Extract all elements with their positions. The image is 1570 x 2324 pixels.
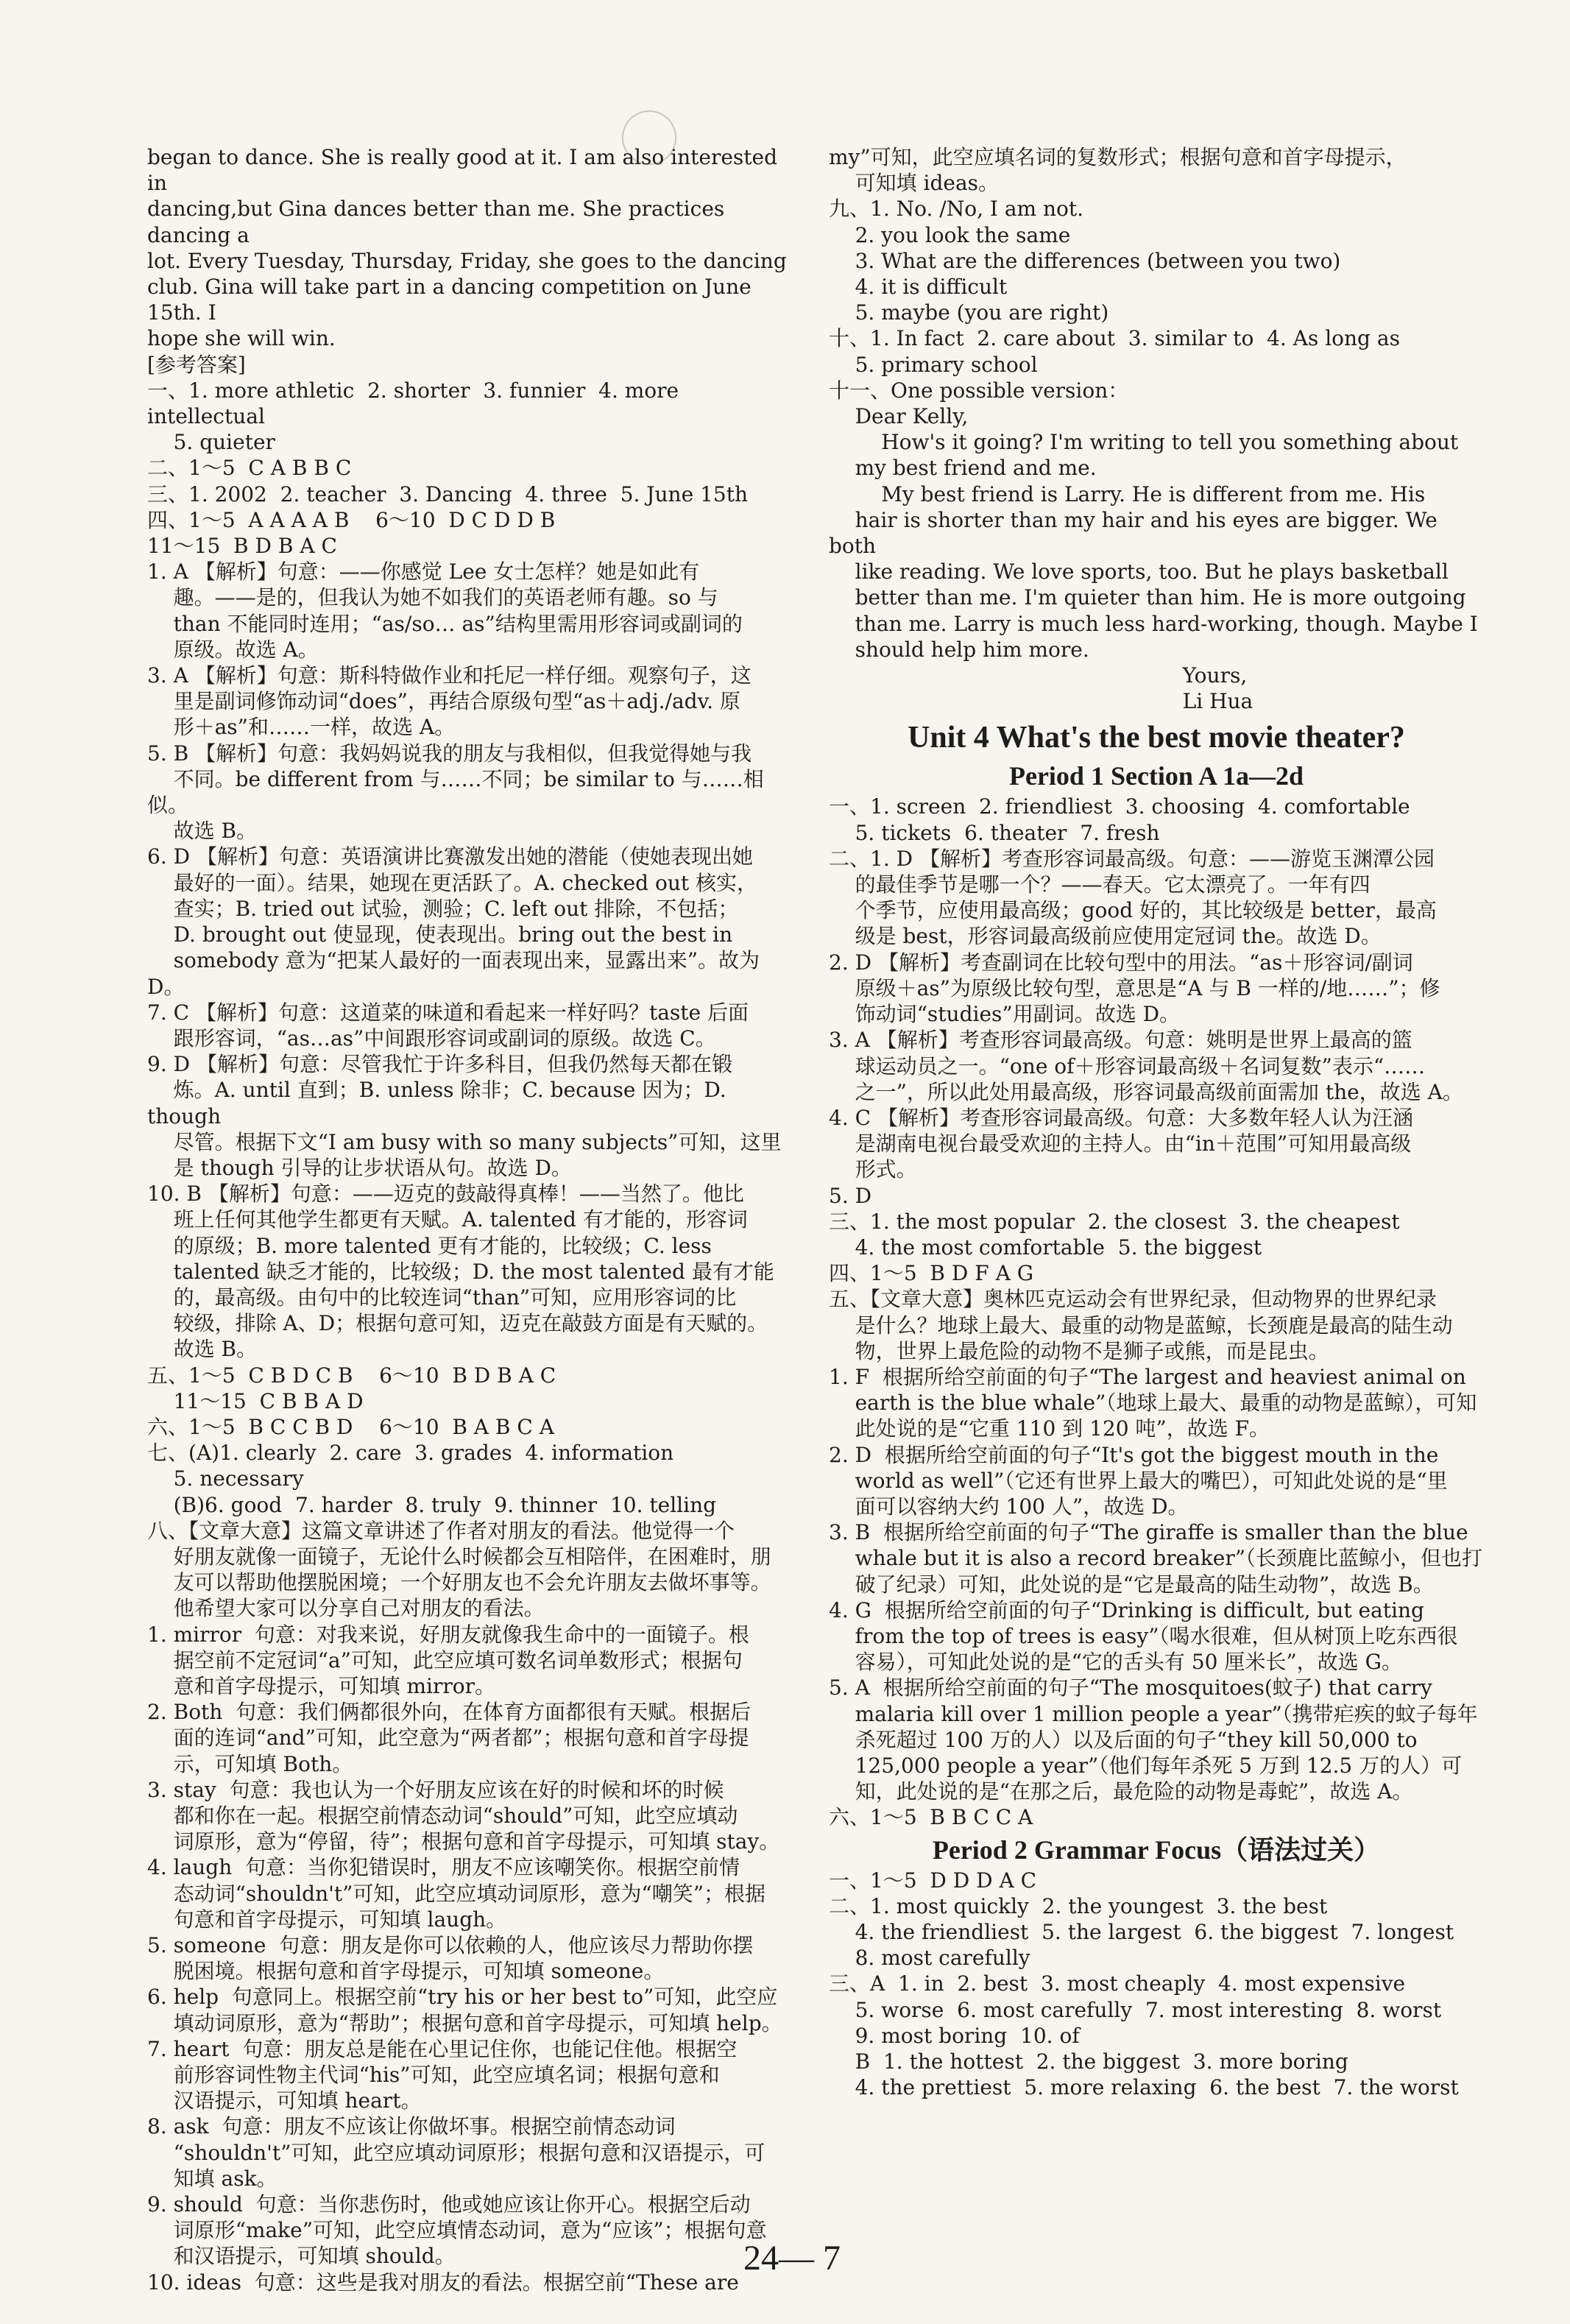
text-line: world as well”（它还有世界上最大的嘴巴），可知此处说的是“里 — [829, 1468, 1448, 1493]
text-line: 意和首字母提示，可知填 mirror。 — [147, 1673, 496, 1698]
text-line: somebody 意为“把某人最好的一面表现出来，显露出来”。故为 D。 — [147, 948, 766, 999]
text-line: 7. heart 句意：朋友总是能在心里记住你，也能记住他。根据空 — [147, 2036, 738, 2061]
text-line: 球运动员之一。“one of＋形容词最高级＋名词复数”表示“…… — [829, 1053, 1426, 1078]
text-line: 形＋as”和……一样，故选 A。 — [147, 715, 456, 740]
text-line: 一、1～5 D D D A C — [829, 1868, 1037, 1893]
text-line: 容易），可知此处说的是“它的舌头有 50 厘米长”，故选 G。 — [829, 1650, 1402, 1675]
left-column — [147, 144, 802, 2295]
text-line: 破了纪录）可知，此处说的是“它是最高的陆生动物”，故选 B。 — [829, 1572, 1434, 1597]
text-line: 都和你在一起。根据空前情态动词“should”可知，此空应填动 — [147, 1804, 738, 1828]
text-line: 四、1～5 A A A A B 6～10 D C D D B — [147, 507, 556, 532]
text-line: 物，世界上最危险的动物不是狮子或熊，而是昆虫。 — [829, 1338, 1329, 1363]
text-line: like reading. We love sports, too. But he plays basketball — [829, 559, 1449, 584]
page-number: 24— 7 — [743, 2239, 841, 2278]
text-line: 5. maybe (you are right) — [829, 300, 1109, 325]
text-line: 知，此处说的是“在那之后，最危险的动物是毒蛇”，故选 A。 — [829, 1779, 1413, 1804]
text-line: 脱困境。根据句意和首字母提示，可知填 someone。 — [147, 1959, 665, 1984]
text-line: 里是副词修饰动词“does”，再结合原级句型“as＋adj./adv. 原 — [147, 689, 740, 714]
text-line: my best friend and me. — [829, 456, 1097, 481]
text-line: Yours, — [829, 663, 1248, 688]
text-line: 之一”，所以此处用最高级，形容词最高级前面需加 the，故选 A。 — [829, 1079, 1463, 1104]
text-line: 的，最高级。由句中的比较连词“than”可知，应用形容词的比 — [147, 1285, 737, 1310]
text-line: 二、1. most quickly 2. the youngest 3. the best — [829, 1893, 1328, 1918]
text-line: 填动词原形，意为“帮助”；根据句意和首字母提示，可知填 help。 — [147, 2010, 782, 2035]
text-line: 八、【文章大意】这篇文章讲述了作者对朋友的看法。他觉得一个 — [147, 1518, 735, 1543]
text-line: 9. most boring 10. of — [829, 2023, 1080, 2048]
text-line: (B)6. good 7. harder 8. truly 9. thinner 10. telling — [147, 1492, 717, 1517]
period2-answers — [829, 1868, 1484, 2101]
text-line: 好朋友就像一面镜子，无论什么时候都会互相陪伴，在困难时，朋 — [147, 1544, 771, 1569]
text-line: 原级。故选 A。 — [147, 637, 319, 662]
text-line: 5. necessary — [147, 1466, 304, 1491]
text-line: 125,000 people a year”（他们每年杀死 5 万到 12.5 万的人）可 — [829, 1753, 1463, 1778]
text-line: 据空前不定冠词“a”可知，此空应填可数名词单数形式；根据句 — [147, 1647, 743, 1673]
text-line: 5. quieter — [147, 430, 275, 455]
text-line: 十一、One possible version： — [829, 378, 1129, 403]
text-line: 6. help 句意同上。根据空前“try his or her best to”可知，此空应 — [147, 1985, 778, 2010]
text-line: 句意和首字母提示，可知填 laugh。 — [147, 1907, 507, 1932]
text-line: 1. F 根据所给空前面的句子“The largest and heaviest animal on — [829, 1364, 1466, 1389]
text-line: 4. C 【解析】考查形容词最高级。句意：大多数年轻人认为汪涵 — [829, 1105, 1413, 1130]
text-line: 三、A 1. in 2. best 3. most cheaply 4. most expensive — [829, 1971, 1406, 1996]
text-line: 五、1～5 C B D C B 6～10 B D B A C — [147, 1363, 556, 1388]
text-line: 的原级；B. more talented 更有才能的，比较级；C. less — [147, 1233, 712, 1258]
text-line: 5. D — [829, 1183, 872, 1208]
text-line: 11～15 C B B A D — [147, 1388, 364, 1413]
text-line: lot. Every Tuesday, Thursday, Friday, she goes to the dancing — [147, 248, 787, 273]
text-line: 2. you look the same — [829, 222, 1071, 247]
text-line: 4. the most comfortable 5. the biggest — [829, 1235, 1262, 1260]
text-line: malaria kill over 1 million people a year”（携带疟疾的蚊子每年 — [829, 1701, 1478, 1726]
period1-title: Period 1 Section A 1a—2d — [1008, 761, 1304, 791]
text-line: 尽管。根据下文“I am busy with so many subjects”可知，这里 — [147, 1129, 782, 1154]
text-line: 10. B 【解析】句意：——迈克的鼓敲得真棒！——当然了。他比 — [147, 1182, 744, 1207]
text-line: 个季节，应使用最高级；good 好的，其比较级是 better，最高 — [829, 898, 1437, 923]
text-line: than 不能同时连用；“as/so… as”结构里需用形容词或副词的 — [147, 611, 743, 636]
text-line: 一、1. more athletic 2. shorter 3. funnier 4. more intellectual — [147, 378, 686, 429]
text-line: 汉语提示，可知填 heart。 — [147, 2088, 422, 2113]
text-line: D. brought out 使显现，使表现出。bring out the best in — [147, 922, 733, 947]
text-line: 4. it is difficult — [829, 275, 1008, 300]
text-line: 6. D 【解析】句意：英语演讲比赛激发出她的潜能（使她表现出她 — [147, 844, 753, 869]
period2-title: Period 2 Grammar Focus（语法过关） — [932, 1834, 1381, 1865]
text-line: 和汉语提示，可知填 should。 — [147, 2244, 456, 2269]
text-line: 四、1～5 B D F A G — [829, 1261, 1034, 1286]
text-line: 词原形“make”可知，此空应填情态动词，意为“应该”；根据句意 — [147, 2218, 767, 2243]
text-line: 形式。 — [829, 1157, 917, 1182]
text-line: 六、1～5 B C C B D 6～10 B A B C A — [147, 1414, 554, 1439]
text-line: 十、1. In fact 2. care about 3. similar to 4. As long as — [829, 326, 1400, 351]
text-line: 面的连词“and”可知，此空意为“两者都”；根据句意和首字母提 — [147, 1726, 749, 1751]
text-line: How's it going? I'm writing to tell you something about — [829, 430, 1459, 455]
text-line: should help him more. — [829, 637, 1089, 662]
text-line: 知填 ask。 — [147, 2166, 277, 2191]
text-line: 词原形，意为“停留，待”；根据句意和首字母提示，可知填 stay。 — [147, 1829, 780, 1854]
text-line: 5. someone 句意：朋友是你可以依赖的人，他应该尽力帮助你摆 — [147, 1933, 754, 1958]
text-line: 级是 best，形容词最高级前应使用定冠词 the。故选 D。 — [829, 924, 1382, 949]
text-line: 六、1～5 B B C C A — [829, 1805, 1033, 1830]
unit-title: Unit 4 What's the best movie theater? — [908, 721, 1405, 755]
text-line: 3. B 根据所给空前面的句子“The giraffe is smaller than the blue — [829, 1520, 1468, 1545]
text-line: 是 though 引导的让步状语从句。故选 D。 — [147, 1155, 572, 1180]
unit3-answers-continued — [829, 144, 1484, 714]
text-line: 最好的一面）。结果，她现在更活跃了。A. checked out 核实， — [147, 870, 758, 895]
text-line: 2. Both 句意：我们俩都很外向，在体育方面都很有天赋。根据后 — [147, 1700, 752, 1725]
text-line: dancing,but Gina dances better than me. She practices dancing a — [147, 197, 732, 247]
text-line: 较级，排除 A、D；根据句意可知，迈克在敲鼓方面是有天赋的。 — [147, 1311, 768, 1336]
text-line: 4. the prettiest 5. more relaxing 6. the best 7. the worst — [829, 2075, 1459, 2100]
text-line: better than me. I'm quieter than him. He is more outgoing — [829, 585, 1466, 610]
text-line: than me. Larry is much less hard-working, though. Maybe I — [829, 611, 1478, 636]
text-line: 3. A 【解析】句意：斯科特做作业和托尼一样仔细。观察句子，这 — [147, 663, 752, 688]
text-line: Dear Kelly, — [829, 404, 969, 429]
text-line: 9. D 【解析】句意：尽管我忙于许多科目，但我仍然每天都在锻 — [147, 1052, 732, 1077]
text-line: 班上任何其他学生都更有天赋。A. talented 有才能的，形容词 — [147, 1207, 748, 1232]
text-line: 4. laugh 句意：当你犯错误时，朋友不应该嘲笑你。根据空前情 — [147, 1855, 740, 1880]
text-line: 3. stay 句意：我也认为一个好朋友应该在好的时候和坏的时候 — [147, 1777, 724, 1802]
text-line: earth is the blue whale”（地球上最大、最重的动物是蓝鲸），可知 — [829, 1391, 1477, 1416]
text-line: hair is shorter than my hair and his eyes are bigger. We both — [829, 507, 1444, 559]
text-line: 1. A 【解析】句意：——你感觉 Lee 女士怎样？她是如此有 — [147, 559, 700, 584]
text-line: 3. A 【解析】考查形容词最高级。句意：姚明是世界上最高的篮 — [829, 1028, 1412, 1053]
text-line: hope she will win. — [147, 326, 336, 351]
text-line: from the top of trees is easy”（喝水很难，但从树顶上吃东西很 — [829, 1623, 1458, 1648]
text-line: talented 缺乏才能的，比较级；D. the most talented 最有才能 — [147, 1259, 774, 1284]
text-line: 是什么？地球上最大、最重的动物是蓝鲸，长颈鹿是最高的陆生动 — [829, 1313, 1453, 1338]
text-line: 9. should 句意：当你悲伤时，他或她应该让你开心。根据空后动 — [147, 2192, 751, 2217]
text-line: 的最佳季节是哪一个？——春天。它太漂亮了。一年有四 — [829, 872, 1371, 897]
text-line: 不同。be different from 与……不同；be similar to 与……相似。 — [147, 766, 764, 818]
text-line: 查实；B. tried out 试验，测验；C. left out 排除，不包括； — [147, 896, 739, 921]
text-line: 故选 B。 — [147, 819, 258, 844]
text-line: B 1. the hottest 2. the biggest 3. more boring — [829, 2049, 1348, 2074]
text-line: 九、1. No. /No, I am not. — [829, 197, 1084, 222]
text-line: 故选 B。 — [147, 1337, 258, 1362]
text-line: 三、1. the most popular 2. the closest 3. the cheapest — [829, 1209, 1400, 1234]
text-line: 趣。——是的，但我认为她不如我们的英语老师有趣。so 与 — [147, 585, 718, 610]
text-line: 可知填 ideas。 — [829, 171, 1000, 196]
text-line: 5. primary school — [829, 352, 1038, 377]
text-line: 二、1～5 C A B B C — [147, 456, 352, 481]
text-line: 5. B 【解析】句意：我妈妈说我的朋友与我相似，但我觉得她与我 — [147, 741, 752, 766]
text-line: 11～15 B D B A C — [147, 534, 337, 559]
text-line: 态动词“shouldn't”可知，此空应填动词原形，意为“嘲笑”；根据 — [147, 1881, 766, 1906]
text-line: 是湖南电视台最受欢迎的主持人。由“in＋范围”可知用最高级 — [829, 1131, 1412, 1156]
text-line: 友可以帮助他摆脱困境；一个好朋友也不会允许朋友去做坏事等。 — [147, 1570, 771, 1595]
text-line: whale but it is also a record breaker”（长颈鹿比蓝鲸小，但也打 — [829, 1546, 1483, 1571]
text-line: 他希望大家可以分享自己对朋友的看法。 — [147, 1596, 545, 1621]
text-line: 五、【文章大意】奥林匹克运动会有世界纪录，但动物界的世界纪录 — [829, 1287, 1438, 1312]
text-line: 2. D 根据所给空前面的句子“It's got the biggest mouth in the — [829, 1442, 1439, 1467]
text-line: 二、1. D 【解析】考查形容词最高级。句意：——游览玉渊潭公园 — [829, 846, 1435, 871]
text-line: 三、1. 2002 2. teacher 3. Dancing 4. three 5. June 15th — [147, 481, 748, 506]
text-line: 面可以容纳大约 100 人”，故选 D。 — [829, 1494, 1189, 1519]
text-line: 前形容词性物主代词“his”可知，此空应填名词；根据句意和 — [147, 2063, 720, 2088]
text-line: My best friend is Larry. He is different from me. His — [829, 481, 1426, 506]
text-line: 1. mirror 句意：对我来说，好朋友就像我生命中的一面镜子。根 — [147, 1622, 749, 1647]
text-line: 3. What are the differences (between you two) — [829, 248, 1341, 273]
text-line: 5. worse 6. most carefully 7. most interesting 8. worst — [829, 1997, 1442, 2022]
text-line: 4. G 根据所给空前面的句子“Drinking is difficult, but eating — [829, 1597, 1424, 1622]
text-line: 饰动词“studies”用副词。故选 D。 — [829, 1002, 1181, 1027]
text-line: began to dance. She is really good at it. I am also interested in — [147, 145, 784, 196]
text-line: 8. most carefully — [829, 1946, 1030, 1971]
text-line: 5. tickets 6. theater 7. fresh — [829, 820, 1160, 845]
text-line: 原级＋as”为原级比较句型，意思是“A 与 B 一样的/地……”；修 — [829, 975, 1440, 1000]
text-line: 10. ideas 句意：这些是我对朋友的看法。根据空前“These are — [147, 2270, 739, 2295]
text-line: 示，可知填 Both。 — [147, 1751, 353, 1776]
text-line: 一、1. screen 2. friendliest 3. choosing 4. comfortable — [829, 794, 1410, 819]
text-line: 炼。A. until 直到；B. unless 除非；C. because 因为；D. though — [147, 1078, 733, 1129]
text-line: my”可知，此空应填名词的复数形式；根据句意和首字母提示， — [829, 145, 1407, 169]
text-line: club. Gina will take part in a dancing competition on June 15th. I — [147, 275, 758, 325]
period1-answers — [829, 794, 1484, 1830]
text-line: [参考答案] — [147, 352, 246, 377]
text-line: 杀死超过 100 万的人）以及后面的句子“they kill 50,000 to — [829, 1727, 1418, 1752]
text-line: “shouldn't”可知，此空应填动词原形；根据句意和汉语提示，可 — [147, 2140, 765, 2165]
text-line: Li Hua — [829, 689, 1253, 714]
text-line: 七、(A)1. clearly 2. care 3. grades 4. information — [147, 1441, 674, 1466]
text-line: 此处说的是“它重 110 到 120 吨”，故选 F。 — [829, 1416, 1270, 1441]
text-line: 4. the friendliest 5. the largest 6. the biggest 7. longest — [829, 1920, 1454, 1944]
text-line: 跟形容词，“as…as”中间跟形容词或副词的原级。故选 C。 — [147, 1025, 716, 1050]
text-line: 5. A 根据所给空前面的句子“The mosquitoes(蚊子) that carry — [829, 1675, 1432, 1700]
text-line: 2. D 【解析】考查副词在比较句型中的用法。“as＋形容词/副词 — [829, 950, 1413, 975]
right-column — [829, 144, 1484, 2100]
text-line: 8. ask 句意：朋友不应该让你做坏事。根据空前情态动词 — [147, 2114, 676, 2139]
text-line: 7. C 【解析】句意：这道菜的味道和看起来一样好吗？taste 后面 — [147, 1000, 749, 1025]
